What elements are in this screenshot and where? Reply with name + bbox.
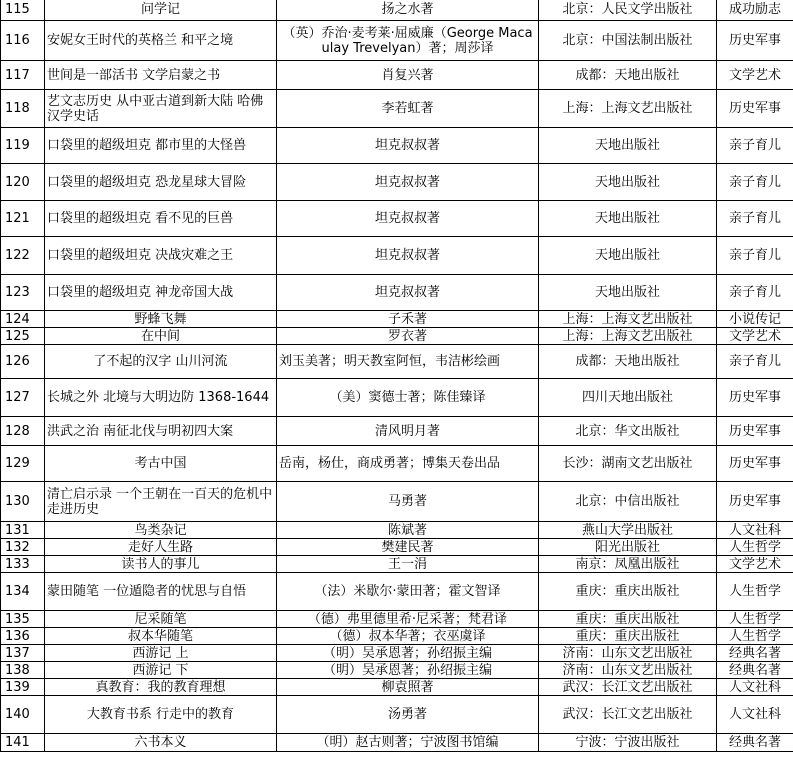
table-row [1, 734, 793, 752]
publisher-cell: 济南：山东文艺出版社 [539, 645, 717, 662]
row-number-cell: 132 [1, 539, 45, 556]
table-row [1, 662, 793, 679]
table-row [1, 275, 793, 311]
publisher-cell: 北京：华文出版社 [539, 417, 717, 446]
table-row [1, 21, 793, 61]
category-cell: 文学艺术 [717, 328, 793, 345]
author-cell: 刘玉美著；明天教室阿恒，韦洁彬绘画 [277, 345, 539, 379]
table-row [1, 556, 793, 573]
table-row [1, 645, 793, 662]
publisher-cell: 成都：天地出版社 [539, 61, 717, 90]
author-cell: （美）窦德士著；陈佳臻译 [277, 379, 539, 417]
publisher-cell: 长沙：湖南文艺出版社 [539, 446, 717, 482]
book-title-cell: 在中间 [45, 328, 277, 345]
row-number-cell: 139 [1, 679, 45, 696]
category-cell: 历史军事 [717, 379, 793, 417]
table-row [1, 446, 793, 482]
table-row [1, 345, 793, 379]
book-title-cell: 口袋里的超级坦克 决战灾难之王 [45, 237, 277, 275]
table-row [1, 164, 793, 201]
row-number-cell: 133 [1, 556, 45, 573]
row-number-cell: 120 [1, 164, 45, 201]
publisher-cell: 北京：中国法制出版社 [539, 21, 717, 61]
table-row [1, 201, 793, 237]
table-row [1, 696, 793, 734]
author-cell: （明）赵古则著；宁波图书馆编 [277, 734, 539, 752]
category-cell: 人文社科 [717, 679, 793, 696]
table-row [1, 328, 793, 345]
author-cell: 柳袁照著 [277, 679, 539, 696]
category-cell: 人生哲学 [717, 628, 793, 645]
category-cell: 人生哲学 [717, 611, 793, 628]
category-cell: 经典名著 [717, 734, 793, 752]
category-cell: 历史军事 [717, 417, 793, 446]
row-number-cell: 119 [1, 128, 45, 164]
book-title-cell: 蒙田随笔 一位遁隐者的忧思与自悟 [45, 573, 277, 611]
category-cell: 亲子育儿 [717, 128, 793, 164]
book-title-cell: 口袋里的超级坦克 看不见的巨兽 [45, 201, 277, 237]
book-title-cell: 了不起的汉字 山川河流 [45, 345, 277, 379]
table-row [1, 417, 793, 446]
publisher-cell: 天地出版社 [539, 128, 717, 164]
book-title-cell: 鸟类杂记 [45, 522, 277, 539]
row-number-cell: 126 [1, 345, 45, 379]
book-title-cell: 尼采随笔 [45, 611, 277, 628]
publisher-cell: 北京：中信出版社 [539, 482, 717, 522]
category-cell: 亲子育儿 [717, 345, 793, 379]
table-row [1, 90, 793, 128]
author-cell: 岳南，杨仕，商成勇著；博集天卷出品 [277, 446, 539, 482]
book-title-cell: 口袋里的超级坦克 恐龙星球大冒险 [45, 164, 277, 201]
publisher-cell: 南京：凤凰出版社 [539, 556, 717, 573]
row-number-cell: 121 [1, 201, 45, 237]
book-title-cell: 世间是一部活书 文学启蒙之书 [45, 61, 277, 90]
table-row [1, 522, 793, 539]
category-cell: 人生哲学 [717, 573, 793, 611]
author-cell: 坦克叔叔著 [277, 237, 539, 275]
table-row [1, 482, 793, 522]
table-row [1, 61, 793, 90]
publisher-cell: 四川天地出版社 [539, 379, 717, 417]
table-row [1, 311, 793, 328]
row-number-cell: 128 [1, 417, 45, 446]
book-title-cell: 西游记 下 [45, 662, 277, 679]
book-title-cell: 口袋里的超级坦克 都市里的大怪兽 [45, 128, 277, 164]
category-cell: 经典名著 [717, 645, 793, 662]
author-cell: 扬之水著 [277, 0, 539, 21]
row-number-cell: 141 [1, 734, 45, 752]
category-cell: 历史军事 [717, 21, 793, 61]
publisher-cell: 重庆：重庆出版社 [539, 611, 717, 628]
book-title-cell: 清亡启示录 一个王朝在一百天的危机中走进历史 [45, 482, 277, 522]
publisher-cell: 北京：人民文学出版社 [539, 0, 717, 21]
author-cell: 马勇著 [277, 482, 539, 522]
author-cell: （德）弗里德里希·尼采著；梵君译 [277, 611, 539, 628]
author-cell: 陈斌著 [277, 522, 539, 539]
row-number-cell: 134 [1, 573, 45, 611]
publisher-cell: 济南：山东文艺出版社 [539, 662, 717, 679]
author-cell: 王一涓 [277, 556, 539, 573]
table-row [1, 0, 793, 21]
author-cell: 坦克叔叔著 [277, 164, 539, 201]
publisher-cell: 宁波：宁波出版社 [539, 734, 717, 752]
category-cell: 亲子育儿 [717, 275, 793, 311]
author-cell: （明）吴承恩著；孙绍振主编 [277, 645, 539, 662]
publisher-cell: 武汉：长江文艺出版社 [539, 679, 717, 696]
row-number-cell: 129 [1, 446, 45, 482]
category-cell: 人生哲学 [717, 539, 793, 556]
table-row [1, 237, 793, 275]
category-cell: 人文社科 [717, 696, 793, 734]
publisher-cell: 燕山大学出版社 [539, 522, 717, 539]
publisher-cell: 上海：上海文艺出版社 [539, 90, 717, 128]
table-row [1, 573, 793, 611]
author-cell: 罗衣著 [277, 328, 539, 345]
publisher-cell: 天地出版社 [539, 237, 717, 275]
category-cell: 人文社科 [717, 522, 793, 539]
book-title-cell: 西游记 上 [45, 645, 277, 662]
category-cell: 亲子育儿 [717, 201, 793, 237]
book-title-cell: 安妮女王时代的英格兰 和平之境 [45, 21, 277, 61]
book-title-cell: 野蜂飞舞 [45, 311, 277, 328]
category-cell: 文学艺术 [717, 61, 793, 90]
book-title-cell: 考古中国 [45, 446, 277, 482]
category-cell: 亲子育儿 [717, 237, 793, 275]
publisher-cell: 重庆：重庆出版社 [539, 573, 717, 611]
publisher-cell: 天地出版社 [539, 201, 717, 237]
book-title-cell: 长城之外 北境与大明边防 1368-1644 [45, 379, 277, 417]
book-title-cell: 六书本义 [45, 734, 277, 752]
table-row [1, 679, 793, 696]
publisher-cell: 成都：天地出版社 [539, 345, 717, 379]
table-row [1, 539, 793, 556]
category-cell: 成功励志 [717, 0, 793, 21]
book-title-cell: 读书人的事儿 [45, 556, 277, 573]
author-cell: 子禾著 [277, 311, 539, 328]
category-cell: 历史军事 [717, 90, 793, 128]
row-number-cell: 122 [1, 237, 45, 275]
category-cell: 小说传记 [717, 311, 793, 328]
author-cell: 坦克叔叔著 [277, 201, 539, 237]
book-title-cell: 大教育书系 行走中的教育 [45, 696, 277, 734]
book-title-cell: 口袋里的超级坦克 神龙帝国大战 [45, 275, 277, 311]
author-cell: （法）米歇尔·蒙田著；霍文智译 [277, 573, 539, 611]
table-row [1, 611, 793, 628]
row-number-cell: 135 [1, 611, 45, 628]
row-number-cell: 124 [1, 311, 45, 328]
row-number-cell: 137 [1, 645, 45, 662]
row-number-cell: 130 [1, 482, 45, 522]
author-cell: （明）吴承恩著；孙绍振主编 [277, 662, 539, 679]
table-row [1, 128, 793, 164]
publisher-cell: 天地出版社 [539, 164, 717, 201]
table-row [1, 379, 793, 417]
row-number-cell: 127 [1, 379, 45, 417]
category-cell: 经典名著 [717, 662, 793, 679]
author-cell: 坦克叔叔著 [277, 128, 539, 164]
author-cell: 肖复兴著 [277, 61, 539, 90]
author-cell: （德）叔本华著；衣巫虞译 [277, 628, 539, 645]
row-number-cell: 138 [1, 662, 45, 679]
table-row [1, 628, 793, 645]
book-title-cell: 洪武之治 南征北伐与明初四大案 [45, 417, 277, 446]
publisher-cell: 重庆：重庆出版社 [539, 628, 717, 645]
author-cell: 坦克叔叔著 [277, 275, 539, 311]
row-number-cell: 118 [1, 90, 45, 128]
author-cell: 李若虹著 [277, 90, 539, 128]
row-number-cell: 123 [1, 275, 45, 311]
author-cell: 汤勇著 [277, 696, 539, 734]
category-cell: 亲子育儿 [717, 164, 793, 201]
publisher-cell: 阳光出版社 [539, 539, 717, 556]
row-number-cell: 131 [1, 522, 45, 539]
row-number-cell: 125 [1, 328, 45, 345]
row-number-cell: 136 [1, 628, 45, 645]
publisher-cell: 上海：上海文艺出版社 [539, 311, 717, 328]
book-title-cell: 叔本华随笔 [45, 628, 277, 645]
publisher-cell: 天地出版社 [539, 275, 717, 311]
book-title-cell: 真教育：我的教育理想 [45, 679, 277, 696]
category-cell: 历史军事 [717, 446, 793, 482]
row-number-cell: 116 [1, 21, 45, 61]
author-cell: 清风明月著 [277, 417, 539, 446]
author-cell: 樊建民著 [277, 539, 539, 556]
book-title-cell: 艺文志历史 从中亚古道到新大陆 哈佛汉学史话 [45, 90, 277, 128]
row-number-cell: 117 [1, 61, 45, 90]
publisher-cell: 上海：上海文艺出版社 [539, 328, 717, 345]
author-cell: （英）乔治·麦考莱·屈威廉（George Macaulay Trevelyan）著；周莎译 [277, 21, 539, 61]
publisher-cell: 武汉：长江文艺出版社 [539, 696, 717, 734]
row-number-cell: 140 [1, 696, 45, 734]
book-title-cell: 问学记 [45, 0, 277, 21]
row-number-cell: 115 [1, 0, 45, 21]
category-cell: 文学艺术 [717, 556, 793, 573]
book-title-cell: 走好人生路 [45, 539, 277, 556]
category-cell: 历史军事 [717, 482, 793, 522]
